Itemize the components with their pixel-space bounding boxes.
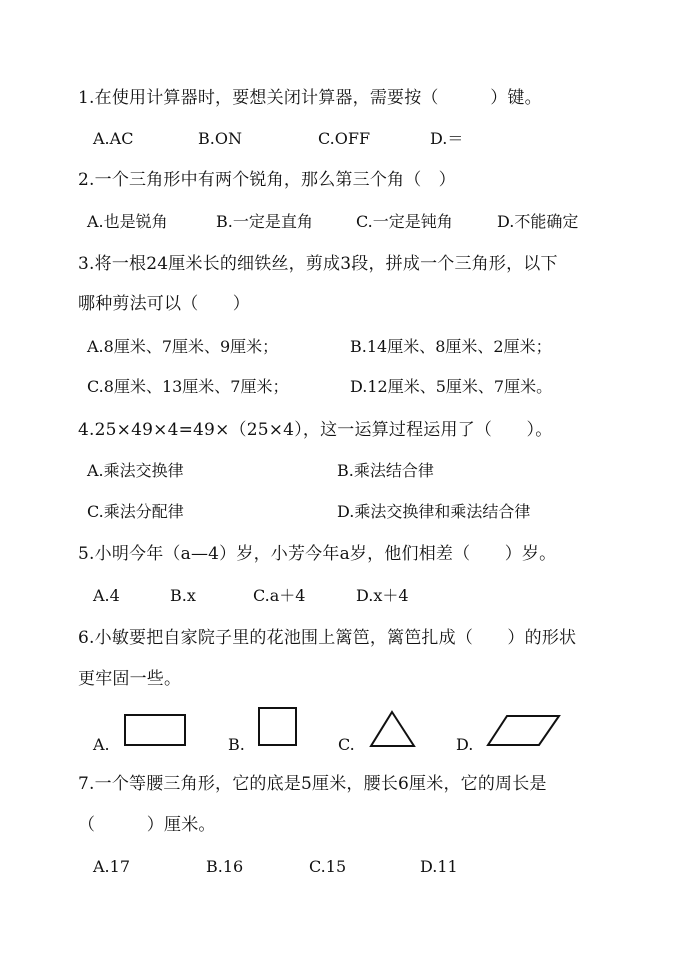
question-2-text: 2.一个三角形中有两个锐角，那么第三个角（ ） [78, 170, 456, 190]
question-6-text-line-2: 更牢固一些。 [78, 669, 182, 689]
question-1-option-d: D.＝ [430, 129, 464, 148]
question-3-option-a: A.8厘米、7厘米、9厘米； [87, 337, 279, 356]
question-1-option-b: B.ON [198, 129, 242, 148]
question-2-option-a: A.也是锐角 [87, 212, 168, 231]
question-3-text-line-1: 3.将一根24厘米长的细铁丝，剪成3段，拼成一个三角形，以下 [78, 254, 558, 274]
question-7-text-line-2: （ ）厘米。 [78, 815, 216, 835]
question-3-option-c: C.8厘米、13厘米、7厘米； [87, 377, 289, 396]
question-6-option-c: C. [338, 735, 355, 754]
question-3-option-b: B.14厘米、8厘米、2厘米； [350, 337, 552, 356]
question-4-text: 4.25×49×4=49×（25×4），这一运算过程运用了（ ）。 [78, 420, 553, 440]
question-7-text-line-1: 7.一个等腰三角形，它的底是5厘米，腰长6厘米，它的周长是 [78, 774, 547, 794]
question-5-option-a: A.4 [93, 586, 120, 605]
rectangle-icon [124, 714, 186, 748]
question-3-text-line-2: 哪种剪法可以（ ） [78, 294, 250, 314]
triangle-icon [369, 710, 417, 748]
question-7-option-b: B.16 [206, 857, 244, 876]
question-1-text: 1.在使用计算器时，要想关闭计算器，需要按（ ）键。 [78, 88, 542, 108]
question-7-option-d: D.11 [420, 857, 458, 876]
question-2-option-c: C.一定是钝角 [356, 212, 453, 231]
question-5-option-d: D.x＋4 [356, 586, 409, 605]
question-1-option-a: A.AC [93, 129, 134, 148]
question-6-option-d: D. [456, 735, 474, 754]
question-1-option-c: C.OFF [318, 129, 371, 148]
question-2-option-b: B.一定是直角 [216, 212, 313, 231]
question-4-option-a: A.乘法交换律 [87, 461, 184, 480]
square-icon [258, 707, 298, 747]
question-7-option-c: C.15 [309, 857, 347, 876]
question-6-option-a: A. [93, 735, 110, 754]
question-4-option-c: C.乘法分配律 [87, 502, 184, 521]
question-4-option-b: B.乘法结合律 [337, 461, 434, 480]
question-7-option-a: A.17 [93, 857, 130, 876]
question-4-option-d: D.乘法交换律和乘法结合律 [337, 502, 531, 521]
question-5-option-c: C.a＋4 [253, 586, 306, 605]
question-6-option-b: B. [228, 735, 245, 754]
question-6-text-line-1: 6.小敏要把自家院子里的花池围上篱笆，篱笆扎成（ ）的形状 [78, 628, 577, 648]
question-2-option-d: D.不能确定 [497, 212, 579, 231]
question-3-option-d: D.12厘米、5厘米、7厘米。 [350, 377, 553, 396]
question-5-option-b: B.x [170, 586, 196, 605]
parallelogram-icon [487, 714, 561, 748]
question-5-text: 5.小明今年（a—4）岁，小芳今年a岁，他们相差（ ）岁。 [78, 544, 557, 564]
